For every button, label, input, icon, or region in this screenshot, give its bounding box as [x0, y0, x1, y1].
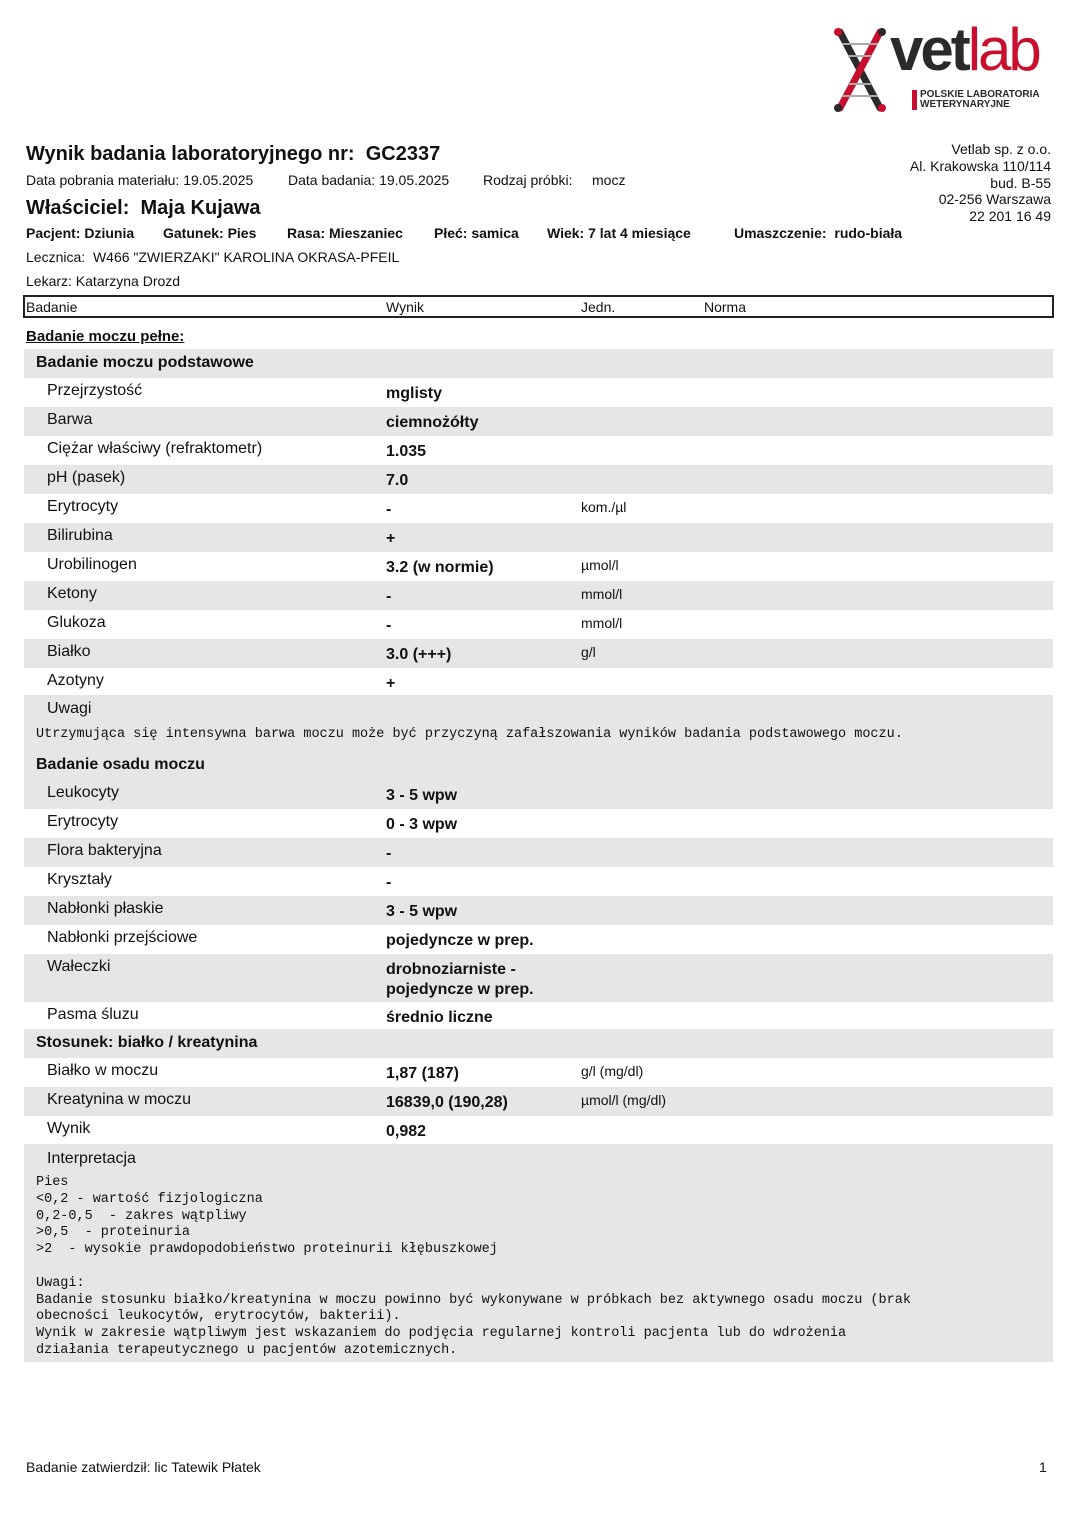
sample-date: Data pobrania materiału: 19.05.2025	[26, 172, 254, 188]
result-row	[24, 867, 1053, 896]
result-value: 3 - 5 wpw	[386, 903, 458, 920]
patient-name: Pacjent: Dziunia	[26, 225, 135, 241]
result-name: pH (pasek)	[47, 469, 126, 486]
result-value: -	[386, 845, 392, 862]
report-number: GC2337	[365, 143, 441, 165]
result-name: Leukocyty	[47, 784, 120, 801]
owner-label: Właściciel:	[26, 197, 130, 219]
patient-sex: Płeć: samica	[434, 225, 519, 241]
result-value: pojedyncze w prep.	[386, 932, 534, 949]
result-name: Erytrocyty	[47, 498, 119, 515]
result-unit: g/l	[581, 644, 596, 660]
result-name: Erytrocyty	[47, 813, 119, 830]
result-row	[24, 838, 1053, 867]
result-unit: kom./µl	[581, 499, 627, 515]
result-row	[24, 809, 1053, 838]
company-street: Al. Krakowska 110/114	[909, 157, 1051, 174]
result-value: 16839,0 (190,28)	[386, 1094, 508, 1111]
result-unit: µmol/l	[581, 557, 619, 573]
result-value: -	[386, 501, 392, 518]
result-value: mglisty	[386, 385, 443, 402]
report-title-label: Wynik badania laboratoryjnego nr:	[26, 143, 355, 165]
result-name: Przejrzystość	[47, 382, 143, 399]
patient-species: Gatunek: Pies	[163, 225, 257, 241]
result-value: 0 - 3 wpw	[386, 816, 458, 833]
sample-type-label: Rodzaj próbki:	[483, 172, 573, 188]
vetlab-logo	[832, 16, 1058, 114]
result-row	[24, 494, 1053, 523]
group-sediment: Badanie osadu moczu	[24, 751, 1053, 780]
result-unit: g/l (mg/dl)	[581, 1063, 644, 1079]
report-title	[26, 143, 440, 166]
result-name: Nabłonki płaskie	[47, 900, 164, 917]
result-value: 3.2 (w normie)	[386, 559, 494, 576]
logo-subtitle-line-1: POLSKIE LABORATORIA	[920, 89, 1040, 100]
result-row	[24, 1087, 1053, 1116]
result-unit: µmol/l (mg/dl)	[581, 1092, 667, 1108]
result-row	[24, 925, 1053, 954]
result-value: -	[386, 874, 392, 891]
result-value: +	[386, 675, 396, 692]
result-unit: mmol/l	[581, 615, 623, 631]
col-unit: Jedn.	[581, 299, 616, 315]
company-phone: 22 201 16 49	[969, 208, 1051, 225]
result-row	[24, 436, 1053, 465]
result-name: Kryształy	[47, 871, 112, 888]
logo-word-vet: vet	[890, 16, 968, 83]
basic-notes-label: Uwagi	[47, 700, 92, 717]
result-name: Urobilinogen	[47, 556, 137, 573]
basic-notes-text: Utrzymująca się intensywna barwa moczu może być przyczyną zafałszowania wyników badania podstawowego moczu.	[36, 727, 903, 742]
clinic	[26, 249, 399, 265]
clinic-label: Lecznica:	[26, 249, 86, 265]
company-city: 02-256 Warszawa	[938, 191, 1051, 208]
result-row	[24, 610, 1053, 639]
result-value: 1.035	[386, 443, 427, 460]
result-row	[24, 954, 1053, 1002]
result-value: 1,87 (187)	[386, 1065, 459, 1082]
group-basic-urinalysis: Badanie moczu podstawowe	[24, 349, 1053, 378]
result-row	[24, 378, 1053, 407]
result-row	[24, 780, 1053, 809]
result-row	[24, 465, 1053, 494]
result-value: 3 - 5 wpw	[386, 787, 458, 804]
result-unit: mmol/l	[581, 586, 623, 602]
result-value: średnio liczne	[386, 1009, 493, 1026]
result-value: 0,982	[386, 1123, 427, 1140]
clinic-name: W466 "ZWIERZAKI" KAROLINA OKRASA-PFEIL	[92, 249, 400, 265]
sample-type: mocz	[592, 172, 626, 188]
result-row	[24, 1002, 1053, 1031]
owner	[26, 197, 261, 220]
patient-breed: Rasa: Mieszaniec	[287, 225, 403, 241]
result-row	[24, 1116, 1053, 1145]
result-row	[24, 1058, 1053, 1087]
company-building: bud. B-55	[990, 174, 1051, 191]
dna-helix-icon	[832, 26, 892, 114]
result-name: Ciężar właściwy (refraktometr)	[47, 440, 263, 457]
result-name: Wałeczki	[47, 958, 111, 975]
result-value: -	[386, 588, 392, 605]
col-norm: Norma	[704, 299, 747, 315]
result-name: Azotyny	[47, 672, 104, 689]
result-name: Białko	[47, 643, 91, 660]
result-value: drobnoziarniste - pojedyncze w prep.	[386, 961, 534, 998]
result-value: +	[386, 530, 396, 547]
page-number: 1	[1039, 1459, 1047, 1475]
interpretation-text: Pies <0,2 - wartość fizjologiczna 0,2-0,5 - zakres wątpliwy >0,5 - proteinuria >2 - wysokie prawdopodobieństwo proteinurii kłębuszkowej Uwagi: Badanie stosunku białko/kreatynina w moczu powinno być wykonywane w próbkach bez aktywnego osadu moczu (brak obecności leukocytów, erytrocytów, bakterii). Wynik w zakresie wątpliwym jest wskazaniem do podjęcia regularnej kontroli pacjenta lub do wdrożenia działania terapeutycznego u pacjentów azotemicznych.	[36, 1175, 911, 1358]
test-date: Data badania: 19.05.2025	[288, 172, 450, 188]
patient-age: Wiek: 7 lat 4 miesiące	[547, 225, 691, 241]
col-test: Badanie	[26, 299, 78, 315]
logo-subtitle-line-2: WETERYNARYJNE	[920, 99, 1010, 110]
result-row	[24, 523, 1053, 552]
patient-color: Umaszczenie: rudo-biała	[734, 225, 903, 241]
result-row	[24, 407, 1053, 436]
result-value: 3.0 (+++)	[386, 646, 452, 663]
approved-by: Badanie zatwierdził: lic Tatewik Płatek	[26, 1459, 261, 1475]
result-name: Pasma śluzu	[47, 1006, 139, 1023]
result-name: Glukoza	[47, 614, 106, 631]
result-value: 7.0	[386, 472, 409, 489]
section-title: Badanie moczu pełne:	[26, 328, 185, 345]
logo-word-lab: lab	[967, 16, 1039, 83]
company-name: Vetlab sp. z o.o.	[951, 141, 1051, 157]
interpretation-label: Interpretacja	[47, 1150, 136, 1167]
result-name: Kreatynina w moczu	[47, 1091, 192, 1108]
result-row	[24, 668, 1053, 697]
result-name: Białko w moczu	[47, 1062, 159, 1079]
result-row	[24, 896, 1053, 925]
result-value: ciemnożółty	[386, 414, 479, 431]
result-name: Nabłonki przejściowe	[47, 929, 198, 946]
result-name: Barwa	[47, 411, 93, 428]
result-name: Wynik	[47, 1120, 91, 1137]
result-name: Bilirubina	[47, 527, 113, 544]
doctor: Lekarz: Katarzyna Drozd	[26, 273, 181, 289]
result-row	[24, 581, 1053, 610]
logo-subtitle	[912, 90, 1040, 110]
result-value: -	[386, 617, 392, 634]
results-table-header	[23, 295, 1054, 318]
company-address	[910, 141, 1051, 225]
result-name: Ketony	[47, 585, 97, 602]
owner-name: Maja Kujawa	[140, 197, 261, 219]
result-row	[24, 639, 1053, 668]
group-protein-creatinine-ratio: Stosunek: białko / kreatynina	[24, 1029, 1053, 1058]
col-result: Wynik	[386, 299, 424, 315]
result-row	[24, 552, 1053, 581]
result-name: Flora bakteryjna	[47, 842, 162, 859]
